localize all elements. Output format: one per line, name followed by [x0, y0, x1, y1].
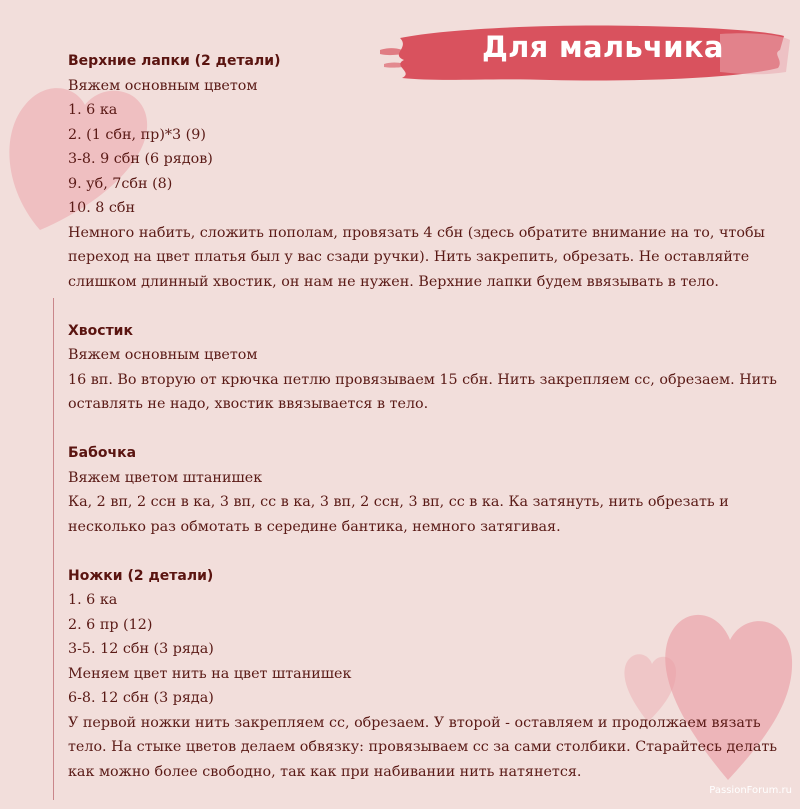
section-title: Хвостик [68, 322, 133, 339]
text-line: 1. 6 ка [68, 592, 118, 608]
text-paragraph: Ка, 2 вп, 2 ссн в ка, 3 вп, сс в ка, 3 вп, 2 ссн, 3 вп, сс в ка. Ка затянуть, нить обрезать и несколько раз обмотать в середине бантика, немного затягивая. [68, 494, 729, 535]
pattern-instructions [68, 49, 780, 809]
text-line: 3-5. 12 сбн (3 ряда) [68, 641, 214, 657]
section-title: Бабочка [68, 445, 137, 461]
text-line: 1. 6 ка [68, 102, 118, 118]
text-line: Вяжем основным цветом [68, 347, 258, 363]
text-line: 9. уб, 7сбн (8) [68, 175, 173, 192]
text-paragraph: 16 вп. Во вторую от крючка петлю провязываем 15 сбн. Нить закрепляем сс, обрезаем. Нить оставлять не надо, хвостик ввязывается в тело. [68, 371, 777, 412]
section-title: Верхние лапки (2 детали) [68, 53, 281, 69]
section-title: Ножки (2 детали) [68, 567, 214, 584]
text-line: Меняем цвет нить на цвет штанишек [68, 665, 352, 682]
text-paragraph: У первой ножки нить закрепляем сс, обрезаем. У второй - оставляем и продолжаем вязать тело. На стыке цветов делаем обвязку: провязываем сс за сами столбики. Старайтесь делать как можно более свободно, так как при набивании нить натянется. [68, 714, 778, 780]
section-legs [68, 564, 780, 785]
left-divider-line [53, 298, 54, 800]
section-tail [68, 319, 780, 417]
section-upper-paws [68, 49, 780, 294]
watermark: PassionForum.ru [709, 785, 792, 796]
text-line: 2. 6 пр (12) [68, 616, 153, 633]
text-line: Вяжем цветом штанишек [68, 469, 263, 486]
banner-title: Для мальчика [482, 30, 724, 64]
text-paragraph: Немного набить, сложить пополам, провязать 4 сбн (здесь обратите внимание на то, чтобы переход на цвет платья был у вас сзади ручки). Нить закрепить, обрезать. Не оставляйте слишком длинный хвостик, он нам не нужен. Верхние лапки будем ввязывать в тело. [68, 224, 765, 290]
text-line: 3-8. 9 сбн (6 рядов) [68, 151, 213, 167]
text-line: 6-8. 12 сбн (3 ряда) [68, 690, 214, 706]
text-line: 2. (1 сбн, пр)*3 (9) [68, 126, 206, 143]
text-line: Вяжем основным цветом [68, 77, 258, 94]
text-line: 10. 8 сбн [68, 200, 136, 216]
section-bowtie [68, 441, 780, 539]
